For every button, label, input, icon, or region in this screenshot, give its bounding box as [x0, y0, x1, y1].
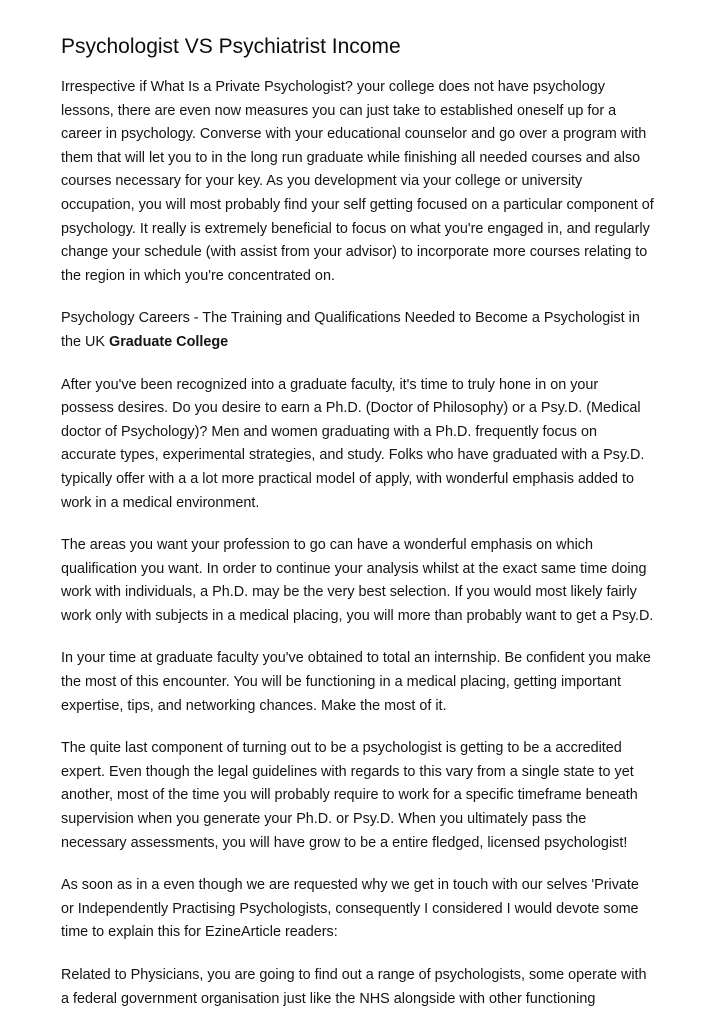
text-line: work in a medical environment.: [61, 494, 260, 511]
text-line: work with individuals, a Ph.D. may be the very best selection. If you would most likely fairly: [61, 584, 637, 601]
text-line: or Independently Practising Psychologists, consequently I considered I would devote some: [61, 900, 639, 917]
text-line: expertise, tips, and networking chances. Make the most of it.: [61, 697, 447, 714]
text-line: accurate types, experimental strategies, and study. Folks who have graduated with a Psy.D.: [61, 447, 645, 464]
text-line: psychology. It really is extremely beneficial to focus on what you're engaged in, and regularly: [61, 220, 650, 237]
paragraph-6: [61, 737, 671, 855]
text-line: expert. Even though the legal guidelines with regards to this vary from a single state to yet: [61, 763, 634, 780]
paragraph-8: [61, 964, 671, 1011]
text-line: As soon as in a even though we are requested why we get in touch with our selves 'Private: [61, 877, 639, 894]
text-line: Related to Physicians, you are going to find out a range of psychologists, some operate with: [61, 967, 647, 983]
paragraph-2: [61, 307, 671, 354]
text-line: Irrespective if What Is a Private Psychologist? your college does not have psychology: [61, 79, 605, 95]
text-line: a federal government organisation just like the NHS alongside with other functioning: [61, 990, 596, 1007]
text-line: The quite last component of turning out to be a psychologist is getting to be a accredited: [61, 740, 622, 757]
text-line: doctor of Psychology)? Men and women graduating with a Ph.D. frequently focus on: [61, 423, 597, 440]
text-line: [61, 331, 671, 355]
text-line: work only with subjects in a medical placing, you will more than probably want to get a Psy.D.: [61, 607, 654, 624]
paragraph-4: [61, 534, 671, 628]
text-line: necessary assessments, you will have grow to be a entire fledged, licensed psychologist!: [61, 834, 628, 851]
page-title: Psychologist VS Psychiatrist Income: [61, 35, 401, 58]
text-line: After you've been recognized into a graduate faculty, it's time to truly hone in on your: [61, 376, 599, 393]
text-line: supervision when you generate your Ph.D. or Psy.D. When you ultimately pass the: [61, 811, 587, 828]
text-line: courses necessary for your key. As you development via your college or university: [61, 173, 583, 190]
text-line: occupation, you will most probably find your self getting focused on a particular component of: [61, 196, 654, 213]
text-line: qualification you want. In order to continue your analysis whilst at the exact same time doing: [61, 560, 647, 577]
text-line: the most of this encounter. You will be functioning in a medical placing, getting important: [61, 674, 621, 691]
text-line: another, most of the time you will probably require to work for a specific timeframe beneath: [61, 787, 638, 804]
paragraph-3: [61, 374, 671, 516]
text-line: career in psychology. Converse with your educational counselor and go over a program with: [61, 126, 647, 143]
paragraph-1: [61, 76, 671, 288]
section-heading-graduate-college: Graduate College: [109, 333, 229, 350]
text-line: The areas you want your profession to go can have a wonderful emphasis on which: [61, 537, 593, 554]
text-line: In your time at graduate faculty you've obtained to total an internship. Be confident you make: [61, 650, 651, 667]
paragraph-7: [61, 874, 671, 945]
text-line: change your schedule (with assist from your advisor) to incorporate more courses relating to: [61, 244, 648, 261]
text-line: Psychology Careers - The Training and Qualifications Needed to Become a Psychologist in: [61, 310, 640, 327]
paragraph-5: [61, 647, 671, 718]
text-line: them that will let you to in the long run graduate while finishing all needed courses and also: [61, 149, 641, 166]
text-line: possess desires. Do you desire to earn a Ph.D. (Doctor of Philosophy) or a Psy.D. (Medical: [61, 400, 641, 417]
text-line: the region in which you're concentrated on.: [61, 267, 335, 284]
document-page: [61, 34, 671, 1030]
text-segment: the UK: [61, 333, 109, 350]
text-line: typically offer with a a lot more practical model of apply, with wonderful emphasis added to: [61, 470, 634, 487]
text-line: lessons, there are even now measures you can just take to established oneself up for a: [61, 102, 617, 119]
text-line: time to explain this for EzineArticle readers:: [61, 924, 338, 941]
